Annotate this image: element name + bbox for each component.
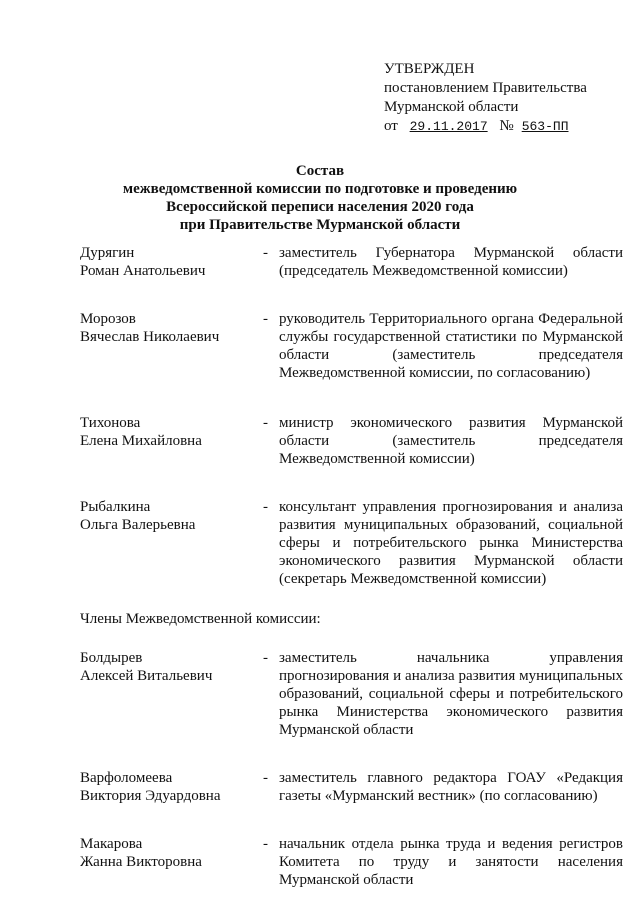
person-surname: Тихонова [80,415,141,431]
person-name [80,310,252,382]
dash-separator: - [263,770,268,786]
person-role: начальник отдела рынка труда и ведения регистров Комитета по труду и занятости населения Мурманской области [279,836,623,888]
person-given-name: Ольга Валерьевна [80,517,196,533]
person-role: руководитель Территориального органа Федеральной службы государственной статистики по Мурманской области (заместитель председателя Межведомственной комиссии, по согласованию) [279,311,623,381]
document-title [0,162,640,234]
list-item [80,649,623,739]
person-surname: Рыбалкина [80,499,151,515]
person-name [80,244,252,280]
person-role: заместитель Губернатора Мурманской области (председатель Межведомственной комиссии) [279,245,623,279]
person-given-name: Виктория Эдуардовна [80,788,221,804]
dash-separator: - [263,650,268,666]
approval-line-1: постановлением Правительства [384,80,587,96]
person-given-name: Роман Анатольевич [80,263,206,279]
list-item [80,310,623,382]
list-item [80,244,623,280]
title-line-3: Всероссийской переписи населения 2020 года [166,199,474,215]
dash-separator: - [263,836,268,852]
person-name [80,414,252,468]
list-item [80,835,623,889]
person-surname: Варфоломеева [80,770,173,786]
person-surname: Дурягин [80,245,135,261]
person-given-name: Елена Михайловна [80,433,202,449]
person-name [80,769,252,805]
person-given-name: Жанна Викторовна [80,854,202,870]
list-item [80,769,623,805]
approval-stamp [384,60,587,136]
person-name [80,498,252,588]
title-line-4: при Правительстве Мурманской области [179,217,461,233]
date-prefix: от [384,118,398,134]
person-role: министр экономического развития Мурманской области (заместитель председателя Межведомственной комиссии) [279,415,623,467]
person-surname: Макарова [80,836,143,852]
members-heading: Члены Межведомственной комиссии: [80,611,321,627]
commission-list [80,244,623,889]
person-surname: Болдырев [80,650,143,666]
person-role: консультант управления прогнозирования и анализа развития муниципальных образований, социальной сферы и потребительского рынка Министерства экономического развития Мурманской области (секретарь Межведомственной комиссии) [279,499,623,587]
person-given-name: Алексей Витальевич [80,668,213,684]
dash-separator: - [263,499,268,515]
approval-line-2: Мурманской области [384,99,519,115]
person-name [80,835,252,889]
dash-separator: - [263,311,268,327]
title-line-2: межведомственной комиссии по подготовке и проведению [122,181,518,197]
dash-separator: - [263,245,268,261]
list-item [80,498,623,588]
approval-date: 29.11.2017 [409,119,488,134]
title-line-1: Состав [295,163,345,179]
approval-date-line [384,117,587,136]
person-name [80,649,252,739]
list-item [80,414,623,468]
approval-number: 563-ПП [521,119,569,134]
person-given-name: Вячеслав Николаевич [80,329,220,345]
person-role: заместитель главного редактора ГОАУ «Редакция газеты «Мурманский вестник» (по согласованию) [279,770,623,804]
approval-heading: УТВЕРЖДЕН [384,61,475,77]
dash-separator: - [263,415,268,431]
number-prefix: № [499,118,514,134]
person-surname: Морозов [80,311,136,327]
person-role: заместитель начальника управления прогнозирования и анализа развития муниципальных образований, социальной сферы и потребительского рынка Министерства экономического развития Мурманской области [279,650,623,738]
